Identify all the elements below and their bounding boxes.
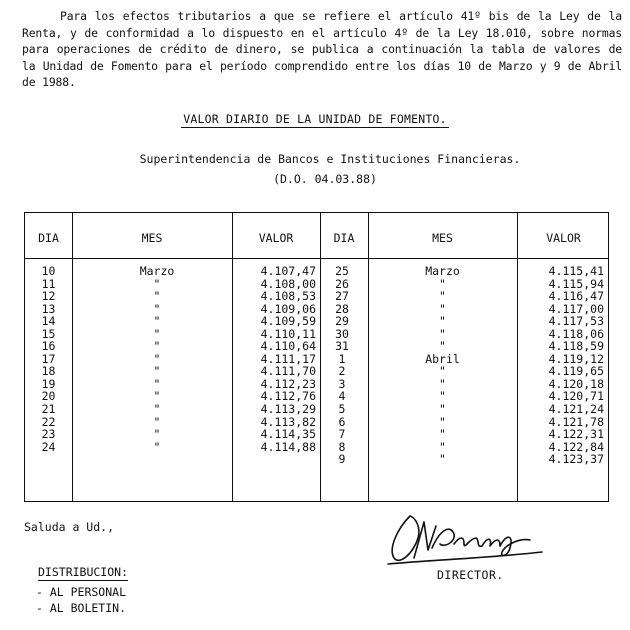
signer-title: DIRECTOR. [437, 568, 504, 582]
table-cell: " [439, 301, 446, 316]
table-cell: 29 [335, 314, 349, 329]
left-valor-column [232, 265, 316, 453]
table-cell: 26 [335, 276, 349, 291]
distribution-item: - AL BOLETIN. [36, 601, 127, 615]
table-cell: " [439, 389, 446, 404]
table-cell: 4.112,23 [260, 376, 316, 391]
document-title [0, 112, 630, 126]
table-cell: " [439, 326, 446, 341]
table-cell: 4.118,59 [548, 339, 604, 354]
table-cell: 4.112,76 [260, 389, 316, 404]
table-cell: " [153, 351, 161, 366]
table-cell: 11 [41, 276, 56, 291]
table-cell: 7 [338, 427, 346, 442]
table-cell: 28 [335, 301, 349, 316]
table-cell: 15 [41, 326, 56, 341]
table-cell: 4.121,24 [548, 402, 604, 417]
table-cell: 2 [338, 364, 346, 379]
table-cell: 4.115,94 [548, 276, 604, 291]
header-mes-left: MES [141, 231, 163, 245]
table-cell: 27 [335, 289, 349, 304]
table-cell: 14 [41, 314, 56, 329]
table-cell: 4.123,37 [548, 452, 604, 467]
table-cell: " [153, 376, 161, 391]
left-mes-column [72, 265, 242, 453]
table-cell: 4.122,31 [548, 427, 604, 442]
table-cell: 4.115,41 [548, 264, 604, 278]
table-cell: " [439, 402, 446, 417]
table-cell: " [439, 376, 446, 391]
table-cell: 21 [41, 402, 56, 417]
table-cell: 4.119,65 [548, 364, 604, 379]
table-cell: 4.107,47 [260, 264, 316, 278]
table-cell: " [153, 314, 161, 329]
distribution-heading [38, 565, 128, 579]
table-cell: 9 [338, 452, 346, 467]
document-title-text: VALOR DIARIO DE LA UNIDAD DE FOMENTO. [183, 112, 447, 126]
table-cell: 19 [41, 376, 56, 391]
table-cell: 4.113,82 [260, 414, 316, 429]
distribution-heading-text: DISTRIBUCION: [38, 565, 129, 579]
header-valor-left: VALOR [258, 231, 294, 245]
table-cell: " [153, 414, 161, 429]
distribution-list [36, 584, 126, 616]
table-cell: 4.117,00 [548, 301, 604, 316]
table-cell: 4.111,17 [260, 351, 316, 366]
table-cell: 16 [41, 339, 56, 354]
header-mes-right: MES [432, 231, 453, 245]
table-cell: 4.118,06 [548, 326, 604, 341]
signature-drawing [380, 508, 550, 570]
table-cell: " [439, 439, 446, 454]
table-cell: 4.121,78 [548, 414, 604, 429]
table-cell: 25 [335, 264, 349, 278]
table-cell: 3 [338, 376, 346, 391]
table-cell: 12 [41, 289, 56, 304]
left-dia-column [25, 265, 72, 453]
handwritten-signature [380, 508, 550, 574]
table-cell: 4.120,18 [548, 376, 604, 391]
table-cell: Marzo [425, 264, 460, 278]
table-cell: " [439, 452, 446, 467]
table-cell: 4.111,70 [260, 364, 316, 379]
table-cell: 4 [338, 389, 346, 404]
table-cell: 4.110,11 [260, 326, 316, 341]
table-cell: " [439, 314, 446, 329]
table-cell: " [153, 289, 161, 304]
table-cell: " [153, 364, 161, 379]
table-cell: 4.114,35 [260, 427, 316, 442]
official-gazette-reference: (D.O. 04.03.88) [273, 172, 377, 186]
table-cell: 23 [41, 427, 56, 442]
table-cell: 4.119,12 [548, 351, 604, 366]
table-cell: " [153, 326, 161, 341]
table-cell: 4.110,64 [260, 339, 316, 354]
uf-value-table [24, 212, 609, 502]
table-cell: " [439, 427, 446, 442]
header-dia-right: DIA [333, 231, 355, 245]
table-cell: 24 [41, 439, 56, 454]
table-cell: 4.108,53 [260, 289, 316, 304]
table-cell: 4.120,71 [548, 389, 604, 404]
header-valor-right: VALOR [546, 231, 581, 245]
table-cell: 30 [335, 326, 349, 341]
table-cell: 17 [41, 351, 56, 366]
right-mes-column [368, 265, 517, 466]
table-cell: " [153, 301, 161, 316]
table-cell: 4.113,29 [260, 402, 316, 417]
table-cell: " [153, 427, 161, 442]
table-cell: 31 [335, 339, 349, 354]
table-cell: " [439, 414, 446, 429]
table-cell: 1 [338, 351, 346, 366]
table-cell: " [439, 289, 446, 304]
issuer-line: Superintendencia de Bancos e Instituciones Financieras. [139, 152, 521, 166]
table-cell: 4.122,84 [548, 439, 604, 454]
table-cell: 13 [41, 301, 56, 316]
table-cell: 10 [41, 264, 56, 278]
right-dia-column [320, 265, 364, 466]
table-cell: 5 [338, 402, 346, 417]
right-valor-column [517, 265, 604, 466]
table-cell: 4.109,59 [260, 314, 316, 329]
table-cell: 18 [41, 364, 56, 379]
table-cell: " [153, 276, 161, 291]
table-cell: " [439, 364, 446, 379]
table-cell: 6 [338, 414, 346, 429]
header-dia-left: DIA [38, 231, 59, 245]
table-cell: 20 [41, 389, 56, 404]
table-cell: 4.114,88 [260, 439, 316, 454]
table-header-rule [25, 258, 608, 259]
intro-paragraph: Para los efectos tributarios a que se refiere el artículo 41º bis de la Ley de la Renta, y de conformidad a lo dispuesto en el artículo 4º de la Ley 18.010, sobre normas para operaciones de crédito de dinero, se publica a continuación la tabla de valores de la Unidad de Fomento para el período comprendido entre los días 10 de Marzo y 9 de Abril de 1988. [22, 9, 622, 89]
distribution-item: - AL PERSONAL [36, 585, 127, 599]
table-cell: 4.116,47 [548, 289, 604, 304]
table-cell: 4.108,00 [260, 276, 316, 291]
table-cell: Marzo [139, 264, 175, 278]
table-cell: 4.109,06 [260, 301, 316, 316]
table-cell: " [153, 389, 161, 404]
table-cell: 22 [41, 414, 56, 429]
closing-line: Saluda a Ud., [24, 520, 115, 534]
table-cell: " [153, 402, 161, 417]
table-cell: " [439, 276, 446, 291]
table-cell: " [439, 339, 446, 354]
table-cell: " [153, 339, 161, 354]
table-cell: " [153, 439, 161, 454]
table-cell: Abril [425, 351, 460, 366]
table-cell: 8 [338, 439, 346, 454]
table-cell: 4.117,53 [548, 314, 604, 329]
